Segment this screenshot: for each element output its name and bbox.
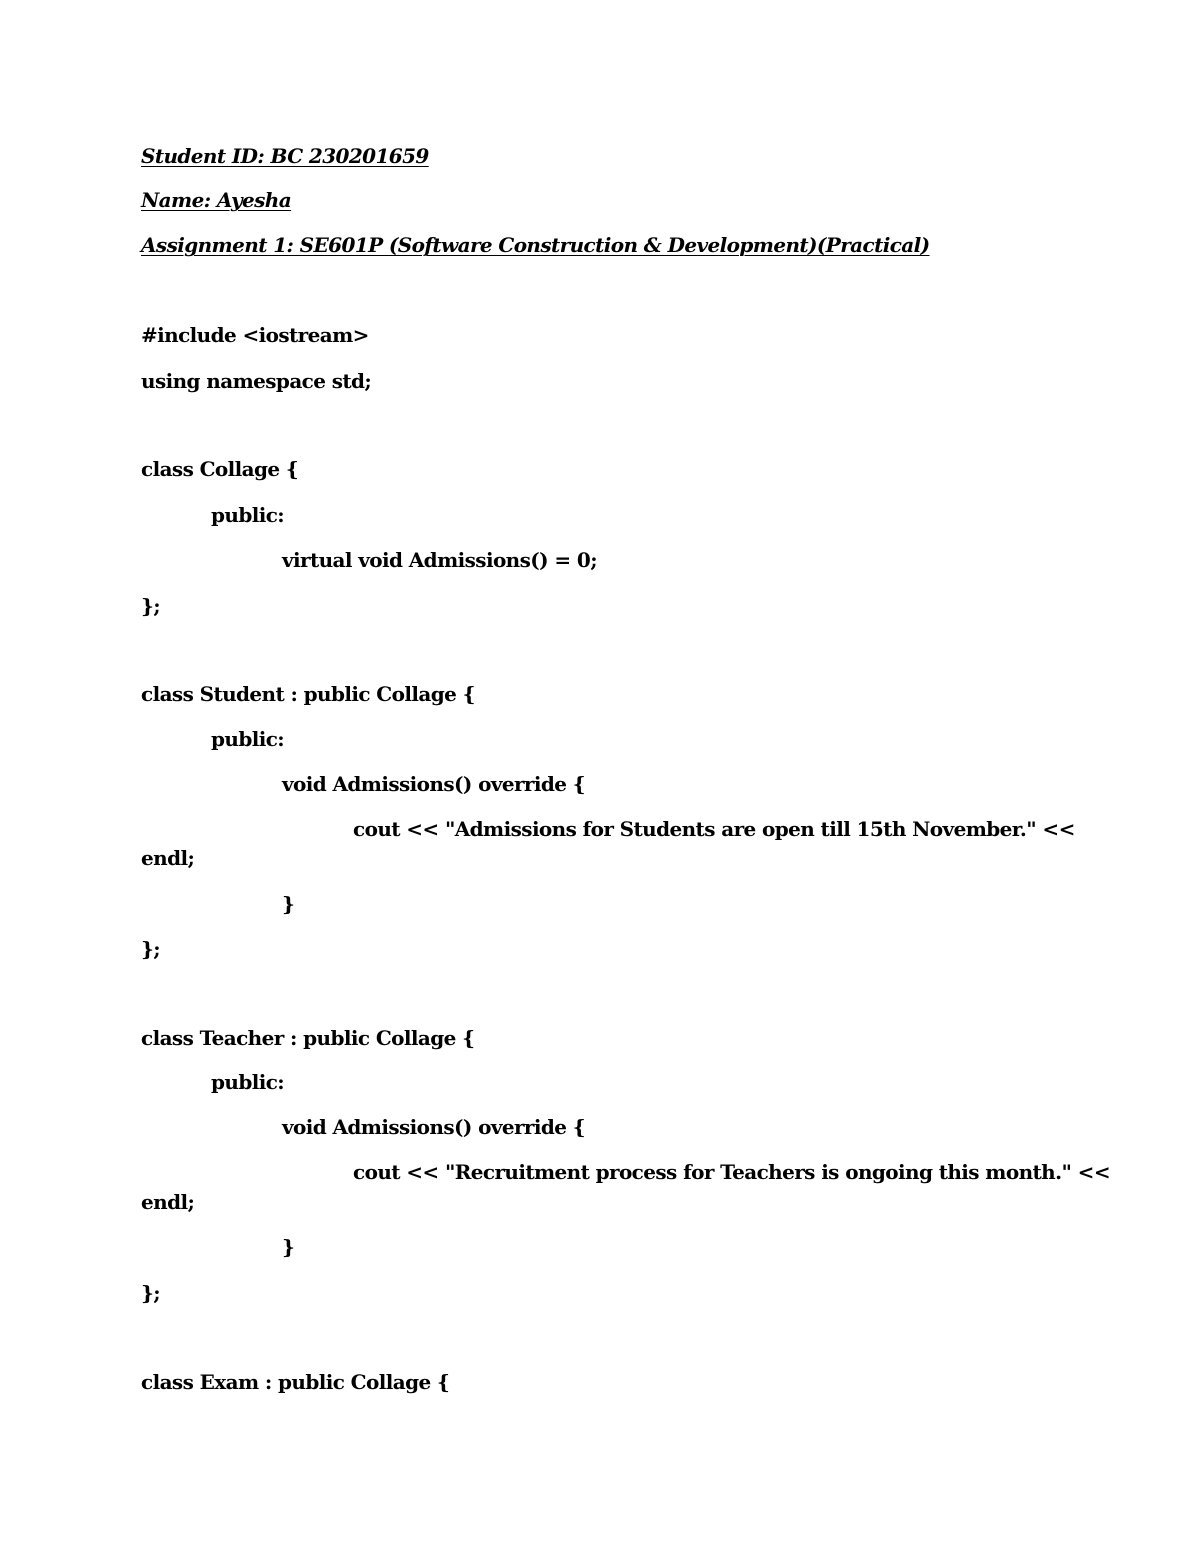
collage-method: virtual void Admissions() = 0; — [282, 548, 597, 572]
student-id: Student ID: BC 230201659 — [141, 144, 429, 168]
collage-close: }; — [141, 594, 161, 618]
teacher-class-decl: class Teacher : public Collage { — [141, 1026, 475, 1050]
student-class-decl: class Student : public Collage { — [141, 682, 475, 706]
exam-class-decl: class Exam : public Collage { — [141, 1370, 450, 1394]
collage-access: public: — [211, 503, 285, 527]
include-line: #include <iostream> — [141, 323, 369, 347]
student-close: }; — [141, 937, 161, 961]
student-access: public: — [211, 727, 285, 751]
using-line: using namespace std; — [141, 369, 372, 393]
student-name: Name: Ayesha — [141, 188, 292, 212]
collage-class-decl: class Collage { — [141, 457, 299, 481]
teacher-cout-cont: endl; — [141, 1190, 195, 1214]
teacher-access: public: — [211, 1070, 285, 1094]
student-method: void Admissions() override { — [282, 772, 586, 796]
teacher-method-close: } — [282, 1235, 295, 1259]
student-cout-cont: endl; — [141, 846, 195, 870]
teacher-cout: cout << "Recruitment process for Teachers is ongoing this month." << — [353, 1160, 1110, 1184]
student-method-close: } — [282, 892, 295, 916]
assignment-title: Assignment 1: SE601P (Software Construction & Development)(Practical) — [141, 233, 930, 257]
teacher-close: }; — [141, 1281, 161, 1305]
teacher-method: void Admissions() override { — [282, 1115, 586, 1139]
student-cout: cout << "Admissions for Students are open till 15th November." << — [353, 817, 1075, 841]
